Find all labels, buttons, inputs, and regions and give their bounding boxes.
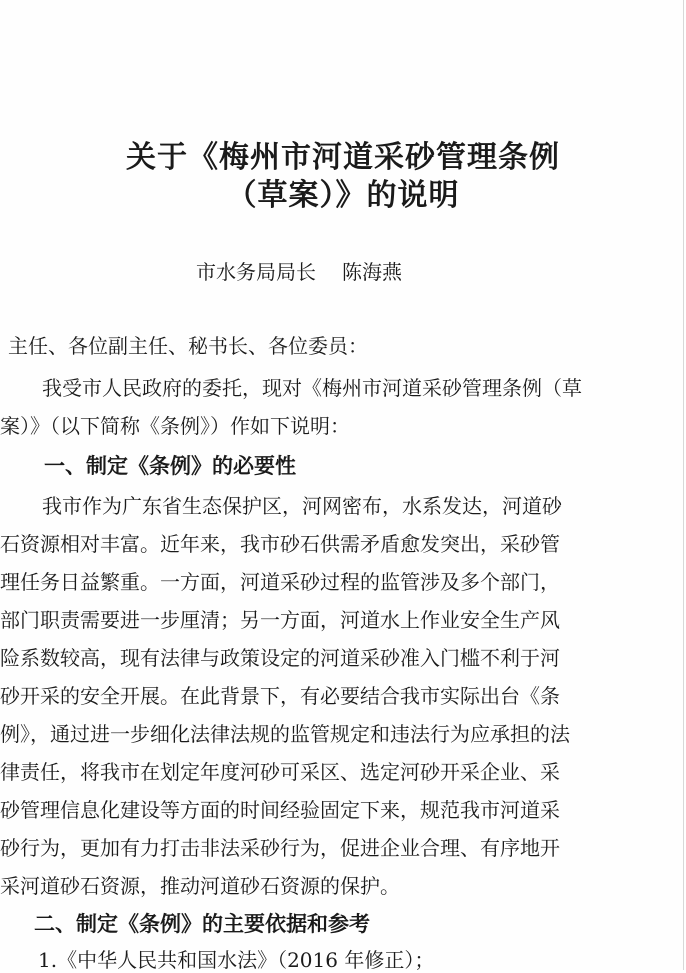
section-2-item-1: 1.《中华人民共和国水法》（2016 年修正）； [38, 948, 435, 972]
section-1-line: 采河道砂石资源，推动河道砂石资源的保护。 [0, 874, 400, 898]
document-title-line-2: （草案）》的说明 [226, 178, 460, 213]
section-1-line: 部门职责需要进一步厘清；另一方面，河道水上作业安全生产风 [0, 608, 560, 632]
section-1-line: 理任务日益繁重。一方面，河道采砂过程的监管涉及多个部门， [0, 570, 560, 594]
section-1-line: 律责任，将我市在划定年度河砂可采区、选定河砂开采企业、采 [0, 760, 560, 784]
section-1-line: 险系数较高，现有法律与政策设定的河道采砂准入门槛不利于河 [0, 646, 560, 670]
author-line [196, 256, 402, 285]
section-1-line: 砂管理信息化建设等方面的时间经验固定下来，规范我市河道采 [0, 798, 560, 822]
author-position: 市水务局局长 [196, 260, 316, 284]
intro-line-2: 案）》（以下简称《条例》）作如下说明： [0, 414, 350, 438]
section-1-line: 我市作为广东省生态保护区，河网密布，水系发达，河道砂 [42, 494, 562, 518]
section-1-line: 石资源相对丰富。近年来，我市砂石供需矛盾愈发突出，采砂管 [0, 532, 560, 556]
author-name: 陈海燕 [342, 260, 402, 284]
section-1-line: 例》，通过进一步细化法律法规的监管规定和违法行为应承担的法 [0, 722, 570, 746]
section-1-line: 砂开采的安全开展。在此背景下，有必要结合我市实际出台《条 [0, 684, 560, 708]
intro-line-1: 我受市人民政府的委托，现对《梅州市河道采砂管理条例（草 [42, 376, 582, 400]
section-2-heading: 二、制定《条例》的主要依据和参考 [34, 911, 370, 936]
document-title-line-1: 关于《梅州市河道采砂管理条例 [126, 140, 560, 175]
section-1-line: 砂行为，更加有力打击非法采砂行为，促进企业合理、有序地开 [0, 836, 560, 860]
section-1-heading: 一、制定《条例》的必要性 [44, 453, 296, 478]
salutation: 主任、各位副主任、秘书长、各位委员： [8, 334, 368, 358]
